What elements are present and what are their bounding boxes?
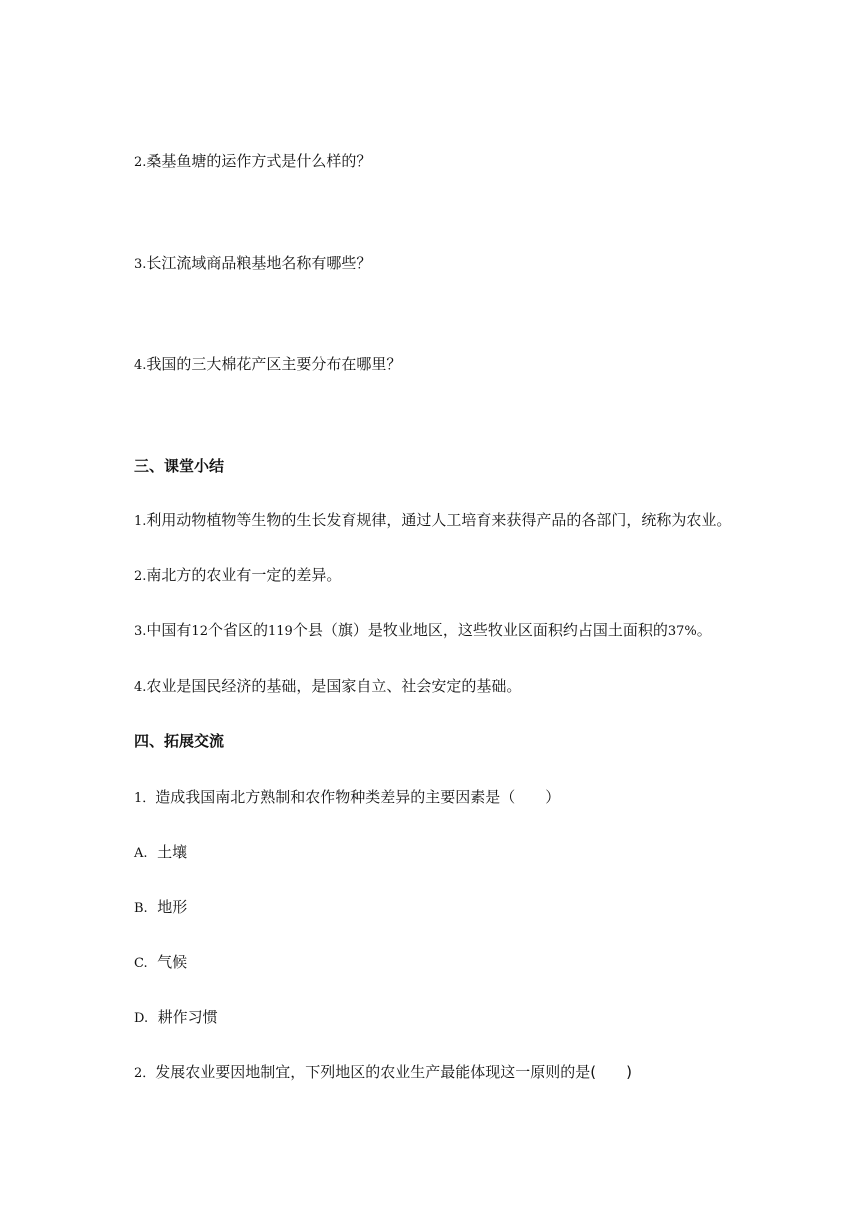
item-number-value: 12 bbox=[191, 624, 208, 639]
item-number: 3. bbox=[134, 624, 147, 639]
question-text: 长江流域商品粮基地名称有哪些？ bbox=[146, 254, 372, 272]
extension-question-1 bbox=[134, 787, 560, 809]
question-number: 2． bbox=[134, 1066, 156, 1081]
option-text: 耕作习惯 bbox=[157, 1008, 218, 1026]
summary-heading: 三、课堂小结 bbox=[134, 457, 225, 475]
summary-item-1 bbox=[134, 510, 731, 532]
item-text: 个县（旗）是牧业地区，这些牧业区面积约占国土面积的 bbox=[292, 621, 668, 639]
option-text: 气候 bbox=[157, 953, 188, 971]
option-letter: A. bbox=[134, 846, 148, 861]
item-number: 2. bbox=[134, 569, 147, 584]
item-number: 1. bbox=[134, 514, 147, 529]
item-text: 中国有 bbox=[146, 621, 192, 639]
option-b bbox=[134, 897, 187, 919]
question-number: 2. bbox=[134, 155, 147, 170]
item-text: 个省区的 bbox=[207, 621, 268, 639]
item-text: 利用动物植物等生物的生长发育规律，通过人工培育来获得产品的各部门，统称为农业。 bbox=[146, 511, 732, 529]
option-d bbox=[134, 1007, 218, 1029]
item-text: 。 bbox=[696, 621, 712, 639]
question-2 bbox=[134, 151, 371, 173]
option-text: 土壤 bbox=[157, 843, 188, 861]
option-letter: D. bbox=[134, 1011, 149, 1026]
item-text: 南北方的农业有一定的差异。 bbox=[146, 566, 342, 584]
option-text: 地形 bbox=[157, 898, 188, 916]
question-number: 4. bbox=[134, 358, 147, 373]
item-number: 4. bbox=[134, 680, 147, 695]
item-text: 农业是国民经济的基础，是国家自立、社会安定的基础。 bbox=[146, 677, 522, 695]
question-text: 我国的三大棉花产区主要分布在哪里？ bbox=[146, 355, 402, 373]
option-c bbox=[134, 952, 187, 974]
question-number: 1． bbox=[134, 791, 156, 806]
extension-heading: 四、拓展交流 bbox=[134, 732, 225, 750]
question-4 bbox=[134, 354, 401, 376]
question-text: 发展农业要因地制宜，下列地区的农业生产最能体现这一原则的是( ) bbox=[155, 1063, 632, 1081]
summary-item-2 bbox=[134, 565, 341, 587]
extension-question-2 bbox=[134, 1062, 632, 1084]
question-3 bbox=[134, 253, 371, 275]
option-letter: C. bbox=[134, 956, 148, 971]
question-number: 3. bbox=[134, 257, 147, 272]
question-text: 桑基鱼塘的运作方式是什么样的？ bbox=[146, 152, 372, 170]
question-text: 造成我国南北方熟制和农作物种类差异的主要因素是（ ） bbox=[155, 788, 561, 806]
option-letter: B. bbox=[134, 901, 148, 916]
option-a bbox=[134, 842, 187, 864]
summary-item-3 bbox=[134, 620, 712, 642]
item-number-value: 119 bbox=[267, 624, 293, 639]
item-percent-value: 37% bbox=[667, 624, 697, 639]
summary-item-4 bbox=[134, 676, 521, 698]
